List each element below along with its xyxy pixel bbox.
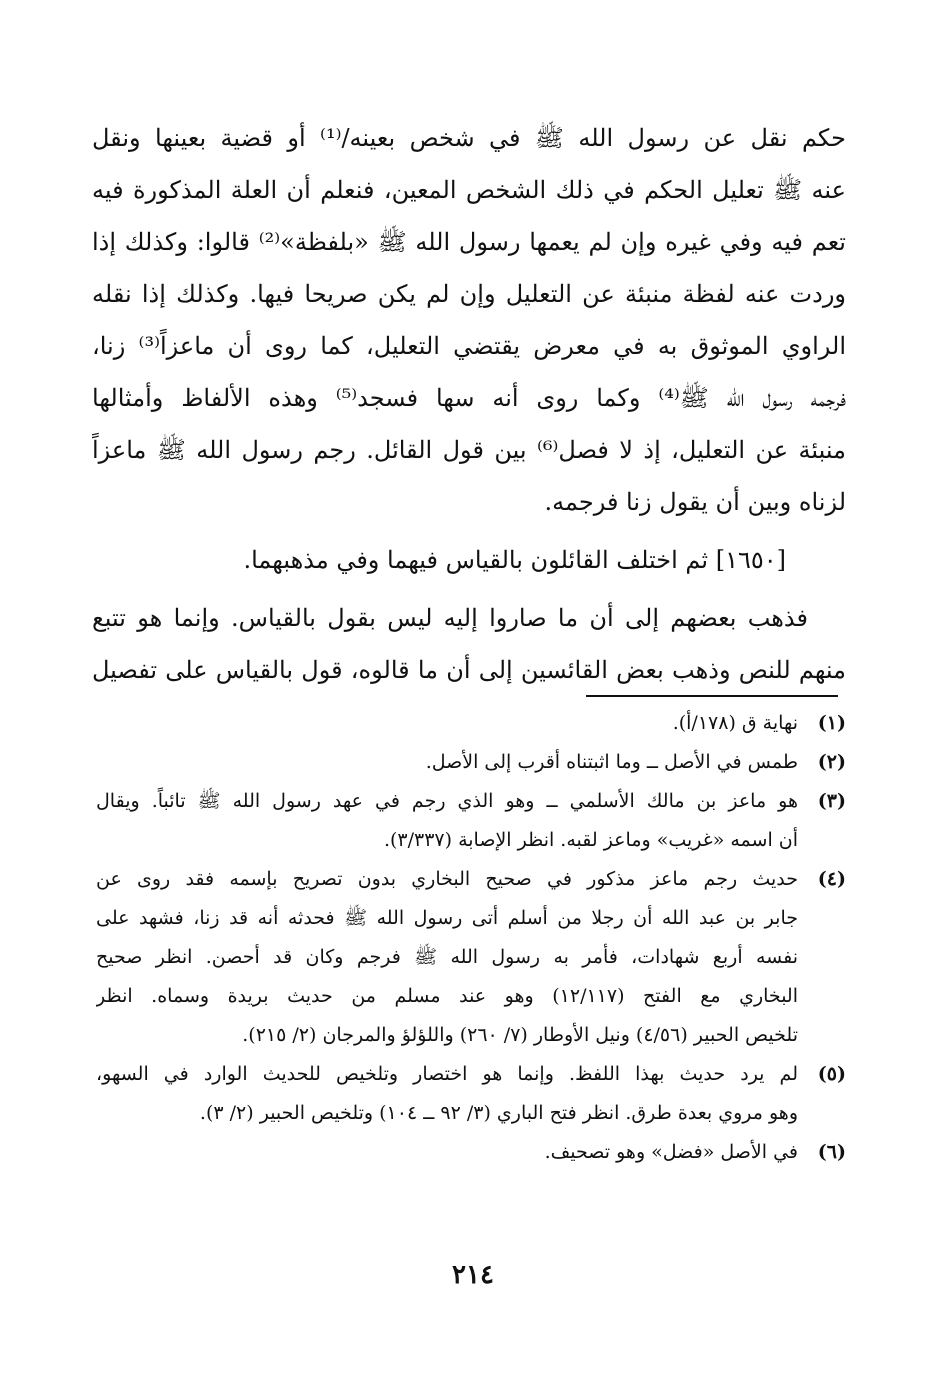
page-number: ٢١٤ [452, 1260, 494, 1290]
footnote-line: أن اسمه «غريب» وماعز لقبه. انظر الإصابة (٣/٣٣٧). [383, 829, 798, 851]
text-line: فذهب بعضهم إلى أن ما صاروا إليه ليس بقول بالقياس. وإنما هو تتبع [92, 604, 808, 632]
text-line: وردت عنه لفظة منبئة عن التعليل وإن لم يكن صريحا فيها. وكذلك إذا نقله [92, 280, 846, 308]
footnote-6 [96, 1133, 846, 1172]
section-heading: [١٦٥٠] ثم اختلف القائلون بالقياس فيهما وفي مذهبهما. [243, 546, 786, 574]
footnote-5 [96, 1055, 846, 1133]
footnote-number: (٣) [817, 790, 846, 812]
paragraph-2 [92, 592, 846, 696]
main-text [92, 112, 846, 696]
footnote-line: تلخيص الحبير (٤/٥٦) ونيل الأوطار (٧/ ٢٦٠) واللؤلؤ والمرجان (٢/ ٢١٥). [242, 1024, 798, 1046]
text-line: الراوي الموثوق به في معرض يقتضي التعليل، كما روى أن ماعزاً⁽³⁾ زنا، [92, 332, 846, 360]
footnote-4 [96, 860, 846, 1055]
footnote-line: طمس في الأصل ــ وما اثبتناه أقرب إلى الأصل. [425, 751, 798, 773]
footnote-number: (٤) [817, 868, 846, 890]
footnote-line: في الأصل «فضل» وهو تصحيف. [544, 1141, 798, 1163]
footnote-separator [586, 695, 838, 697]
text-line: منبئة عن التعليل، إذ لا فصل⁽⁶⁾ بين قول القائل. رجم رسول الله ﷺ ماعزاً [92, 436, 846, 464]
footnote-line: نهاية ق (١٧٨/أ). [672, 712, 798, 734]
text-line: لزناه وبين أن يقول زنا فرجمه. [544, 488, 846, 516]
text-line: منهم للنص وذهب بعض القائسين إلى أن ما قالوه، قول بالقياس على تفصيل [92, 656, 846, 684]
footnote-line: البخاري مع الفتح (١٢/١١٧) وهو عند مسلم من حديث بريدة وسماه. انظر [96, 985, 798, 1007]
footnote-line: حديث رجم ماعز مذكور في صحيح البخاري بدون تصريح بإسمه فقد روى عن [96, 868, 798, 890]
footnote-line: هو ماعز بن مالك الأسلمي ــ وهو الذي رجم في عهد رسول الله ﷺ تائباً. ويقال [96, 790, 798, 812]
footnote-line: وهو مروي بعدة طرق. انظر فتح الباري (٣/ ٩٢ ــ ١٠٤) وتلخيص الحبير (٢/ ٣). [199, 1102, 798, 1124]
text-line: فرجمه رسول الله ﷺ⁽⁴⁾ وكما روى أنه سها فسجد⁽⁵⁾ وهذه الألفاظ وأمثالها [92, 384, 846, 412]
footnote-line: جابر بن عبد الله أن رجلا من أسلم أتى رسول الله ﷺ فحدثه أنه قد زنا، فشهد على [96, 907, 798, 929]
footnote-number: (٥) [817, 1063, 846, 1085]
footnote-3 [96, 782, 846, 860]
paragraph-1 [92, 112, 846, 528]
footnote-number: (٦) [817, 1141, 846, 1163]
footnotes [96, 704, 846, 1172]
footnote-number: (١) [817, 712, 846, 734]
text-line: تعم فيه وفي غيره وإن لم يعمها رسول الله ﷺ «بلفظة»⁽²⁾ قالوا: وكذلك إذا [92, 228, 846, 256]
text-line: عنه ﷺ تعليل الحكم في ذلك الشخص المعين، فنعلم أن العلة المذكورة فيه [92, 176, 846, 204]
footnote-2 [96, 743, 846, 782]
footnote-line: نفسه أربع شهادات، فأمر به رسول الله ﷺ فرجم وكان قد أحصن. انظر صحيح [96, 946, 798, 968]
text-line: حكم نقل عن رسول الله ﷺ في شخص بعينه/⁽¹⁾ أو قضية بعينها ونقل [92, 124, 846, 152]
footnote-1 [96, 704, 846, 743]
footnote-number: (٢) [817, 751, 846, 773]
footnote-line: لم يرد حديث بهذا اللفظ. وإنما هو اختصار وتلخيص للحديث الوارد في السهو، [96, 1063, 798, 1085]
